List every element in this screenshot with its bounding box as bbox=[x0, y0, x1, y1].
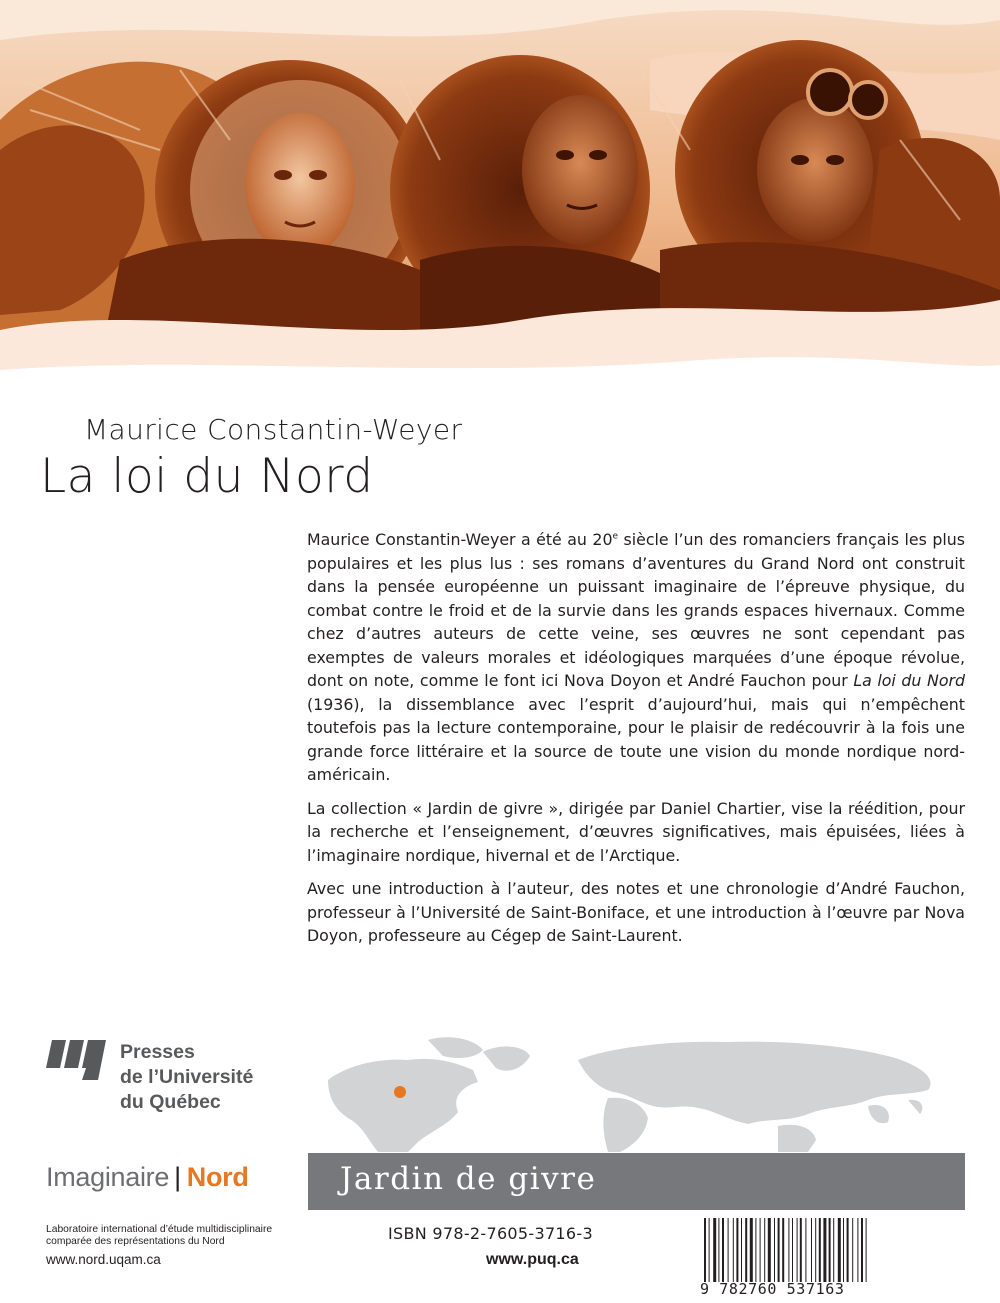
barcode-bar bbox=[722, 1218, 724, 1282]
barcode-bar bbox=[760, 1218, 761, 1282]
barcode-digits: 9 782760 537163 bbox=[700, 1280, 845, 1298]
barcode-bar bbox=[811, 1218, 812, 1282]
barcode-bar bbox=[741, 1218, 742, 1282]
barcode-bar bbox=[847, 1218, 849, 1282]
barcode-bar bbox=[713, 1218, 716, 1282]
barcode-bar bbox=[800, 1218, 802, 1282]
puq-logo-icon bbox=[46, 1040, 106, 1080]
book-title: La loi du Nord bbox=[40, 449, 374, 504]
imaginaire-label: Imaginaire bbox=[46, 1162, 170, 1192]
barcode-bar bbox=[755, 1218, 756, 1282]
lab-line-1: Laboratoire international d’étude multidisciplinaire bbox=[46, 1224, 273, 1235]
barcode-bar bbox=[819, 1218, 821, 1282]
barcode-bar bbox=[857, 1218, 858, 1282]
barcode-bar bbox=[792, 1218, 793, 1282]
publisher-line-3: du Québec bbox=[120, 1091, 221, 1113]
barcode-bar bbox=[704, 1218, 706, 1282]
lab-url[interactable]: www.nord.uqam.ca bbox=[46, 1252, 161, 1267]
collection-name: Jardin de givre bbox=[340, 1161, 597, 1197]
blurb-p1-sup: e bbox=[612, 531, 619, 542]
publisher-url[interactable]: www.puq.ca bbox=[486, 1251, 579, 1268]
barcode-bar bbox=[718, 1218, 719, 1282]
barcode bbox=[700, 1218, 870, 1282]
barcode-bar bbox=[745, 1218, 747, 1282]
imaginaire-nord-logo bbox=[46, 1162, 249, 1193]
map-location-marker bbox=[394, 1086, 406, 1098]
barcode-bar bbox=[823, 1218, 826, 1282]
barcode-bar bbox=[782, 1218, 784, 1282]
blurb-p1-c: (1936), la dissemblance avec l’esprit d’aujourd’hui, mais qui n’empêchent toutefois pas la lecture contemporaine, pour le plaisir de redécouvrir à la fois une grande force littéraire et la source de toute une vision du monde nordique nord-américain. bbox=[307, 694, 965, 784]
blurb-paragraph-3: Avec une introduction à l’auteur, des notes et une chronologie d’André Fauchon, professeur à l’Université de Saint-Boniface, et une introduction à l’œuvre par Nova Doyon, professeure au Cégep de Saint-Laurent. bbox=[307, 879, 965, 945]
barcode-bar bbox=[733, 1218, 734, 1282]
barcode-bar bbox=[778, 1218, 780, 1282]
blurb-paragraph-1 bbox=[307, 528, 965, 787]
barcode-bar bbox=[833, 1218, 834, 1282]
barcode-bar bbox=[728, 1218, 729, 1282]
barcode-bar bbox=[768, 1218, 771, 1282]
imaginaire-separator: | bbox=[174, 1162, 181, 1192]
world-map bbox=[308, 1030, 965, 1152]
barcode-bar bbox=[774, 1218, 775, 1282]
blurb bbox=[307, 528, 965, 958]
blurb-p1-b: siècle l’un des romanciers français les plus populaires et les plus lus : ses romans d’aventures du Grand Nord ont construit dans la pensée européenne un puissant imaginaire de l’épreuve physique, du combat contre le froid et de la survie dans les grands espaces hivernaux. Comme chez d’autres auteurs de cette veine, ses œuvres ne sont cependant pas exemptes de valeurs morales et idéologiques marquées d’une époque révolue, dont on note, comme le font ici Nova Doyon et André Fauchon pour bbox=[307, 530, 965, 690]
book-author: Maurice Constantin-Weyer bbox=[84, 413, 463, 446]
barcode-bar bbox=[838, 1218, 841, 1282]
barcode-bar bbox=[709, 1218, 710, 1282]
barcode-bar bbox=[736, 1218, 738, 1282]
barcode-bar bbox=[764, 1218, 765, 1282]
isbn: ISBN 978-2-7605-3716-3 bbox=[388, 1224, 593, 1243]
collection-banner bbox=[308, 1153, 965, 1210]
lab-line-2: comparée des représentations du Nord bbox=[46, 1236, 225, 1247]
barcode-bar bbox=[788, 1218, 789, 1282]
publisher-name bbox=[120, 1040, 253, 1115]
barcode-bar bbox=[750, 1218, 753, 1282]
barcode-bar bbox=[815, 1218, 816, 1282]
blurb-p1-a: Maurice Constantin-Weyer a été au 20 bbox=[307, 530, 613, 549]
publisher-line-1: Presses bbox=[120, 1041, 195, 1063]
barcode-bar bbox=[861, 1218, 863, 1282]
publisher-line-2: de l’Université bbox=[120, 1066, 254, 1088]
barcode-bar bbox=[843, 1218, 844, 1282]
barcode-bar bbox=[852, 1218, 853, 1282]
cover-photo-image bbox=[0, 0, 1000, 400]
blurb-paragraph-2: La collection « Jardin de givre », dirigée par Daniel Chartier, vise la réédition, pour la recherche et l’enseignement, d’œuvres significatives, mais épuisées, liées à l’imaginaire nordique, hivernal et de l’Arctique. bbox=[307, 798, 965, 865]
barcode-bar bbox=[805, 1218, 806, 1282]
barcode-bar bbox=[797, 1218, 798, 1282]
blurb-p1-title: La loi du Nord bbox=[853, 671, 966, 690]
barcode-bar bbox=[866, 1218, 867, 1282]
lab-description bbox=[46, 1224, 272, 1248]
barcode-bar bbox=[829, 1218, 831, 1282]
cover-photo bbox=[0, 0, 1000, 400]
nord-label: Nord bbox=[186, 1162, 249, 1192]
